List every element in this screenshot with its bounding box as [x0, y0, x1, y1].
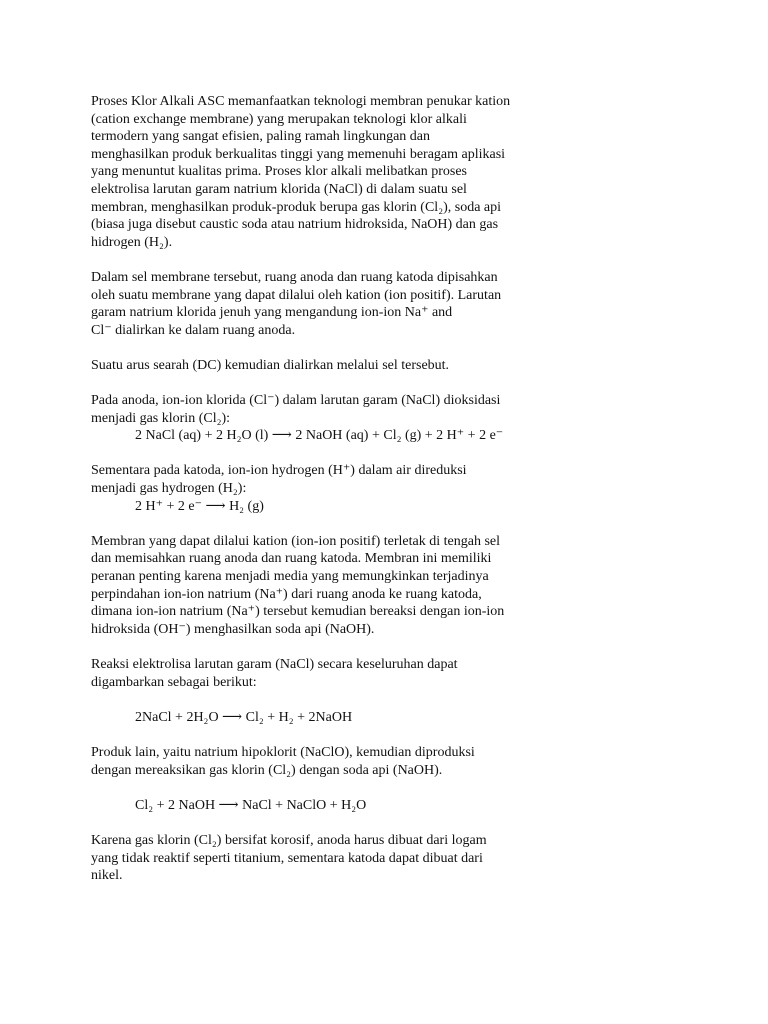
text-line: Dalam sel membrane tersebut, ruang anoda dan ruang katoda dipisahkan — [91, 269, 498, 285]
text-line: hidroksida (OH⁻) menghasilkan soda api (NaOH). — [91, 621, 375, 637]
paragraph-intro — [91, 93, 651, 251]
text-line: yang menuntut kualitas prima. Proses klor alkali melibatkan proses — [91, 164, 467, 180]
text-line: menjadi gas klorin (Cl₂): — [91, 410, 231, 426]
text-line: (cation exchange membrane) yang merupakan teknologi klor alkali — [91, 111, 467, 127]
paragraph-cathode — [91, 462, 651, 515]
text-line: Cl⁻ dialirkan ke dalam ruang anoda. — [91, 322, 296, 338]
text-line: termodern yang sangat efisien, paling ramah lingkungan dan — [91, 129, 431, 145]
text-line: menghasilkan produk berkualitas tinggi yang memenuhi beragam aplikasi — [91, 146, 506, 162]
paragraph-membrane-cell — [91, 269, 651, 339]
text-line: membran, menghasilkan produk-produk berupa gas klorin (Cl₂), soda api — [91, 199, 502, 215]
text-line: Reaksi elektrolisa larutan garam (NaCl) secara keseluruhan dapat — [91, 657, 458, 672]
paragraph-electrode-materials — [91, 832, 651, 885]
text-line: nikel. — [91, 868, 123, 884]
text-line: dimana ion-ion natrium (Na⁺) tersebut kemudian bereaksi dengan ion-ion — [91, 604, 505, 620]
text-line: Membran yang dapat dilalui kation (ion-ion positif) terletak di tengah sel — [91, 533, 501, 549]
paragraph-dc-current — [91, 357, 651, 375]
text-line: hidrogen (H₂). — [91, 234, 173, 250]
text-line: Pada anoda, ion-ion klorida (Cl⁻) dalam larutan garam (NaCl) dioksidasi — [91, 393, 501, 409]
paragraph-membrane-role — [91, 533, 651, 639]
text-line: Sementara pada katoda, ion-ion hydrogen (H⁺) dalam air direduksi — [91, 463, 467, 479]
anode-equation: 2 NaCl (aq) + 2 H₂O (l) ⟶ 2 NaOH (aq) + Cl₂ (g) + 2 H⁺ + 2 e⁻ — [135, 428, 504, 444]
paragraph-anode — [91, 392, 651, 445]
text-line: oleh suatu membrane yang dapat dilalui oleh kation (ion positif). Larutan — [91, 287, 502, 303]
paragraph-hypochlorite — [91, 744, 651, 779]
overall-equation: 2NaCl + 2H₂O ⟶ Cl₂ + H₂ + 2NaOH — [135, 709, 353, 725]
document-body — [91, 93, 651, 902]
hypochlorite-equation: Cl₂ + 2 NaOH ⟶ NaCl + NaClO + H₂O — [135, 797, 367, 813]
text-line: Karena gas klorin (Cl₂) bersifat korosif, anoda harus dibuat dari logam — [91, 832, 487, 848]
paragraph-overall-reaction — [91, 656, 651, 691]
text-line: garam natrium klorida jenuh yang mengandung ion-ion Na⁺ and — [91, 305, 453, 321]
text-line: perpindahan ion-ion natrium (Na⁺) dari ruang anoda ke ruang katoda, — [91, 586, 482, 602]
text-line: dengan mereaksikan gas klorin (Cl₂) dengan soda api (NaOH). — [91, 762, 443, 778]
text-line: digambarkan sebagai berikut: — [91, 674, 257, 690]
text-line: Produk lain, yaitu natrium hipoklorit (NaClO), kemudian diproduksi — [91, 744, 475, 760]
text-line: peranan penting karena menjadi media yang memungkinkan terjadinya — [91, 569, 489, 585]
text-line: (biasa juga disebut caustic soda atau natrium hidroksida, NaOH) dan gas — [91, 217, 499, 233]
text-line: Proses Klor Alkali ASC memanfaatkan teknologi membran penukar kation — [91, 94, 511, 109]
text-line: menjadi gas hydrogen (H₂): — [91, 481, 247, 497]
text-line: yang tidak reaktif seperti titanium, sementara katoda dapat dibuat dari — [91, 850, 483, 866]
text-line: Suatu arus searah (DC) kemudian dialirkan melalui sel tersebut. — [91, 357, 450, 373]
cathode-equation: 2 H⁺ + 2 e⁻ ⟶ H₂ (g) — [135, 498, 264, 514]
text-line: dan memisahkan ruang anoda dan ruang katoda. Membran ini memiliki — [91, 551, 492, 567]
text-line: elektrolisa larutan garam natrium klorida (NaCl) di dalam suatu sel — [91, 181, 467, 197]
